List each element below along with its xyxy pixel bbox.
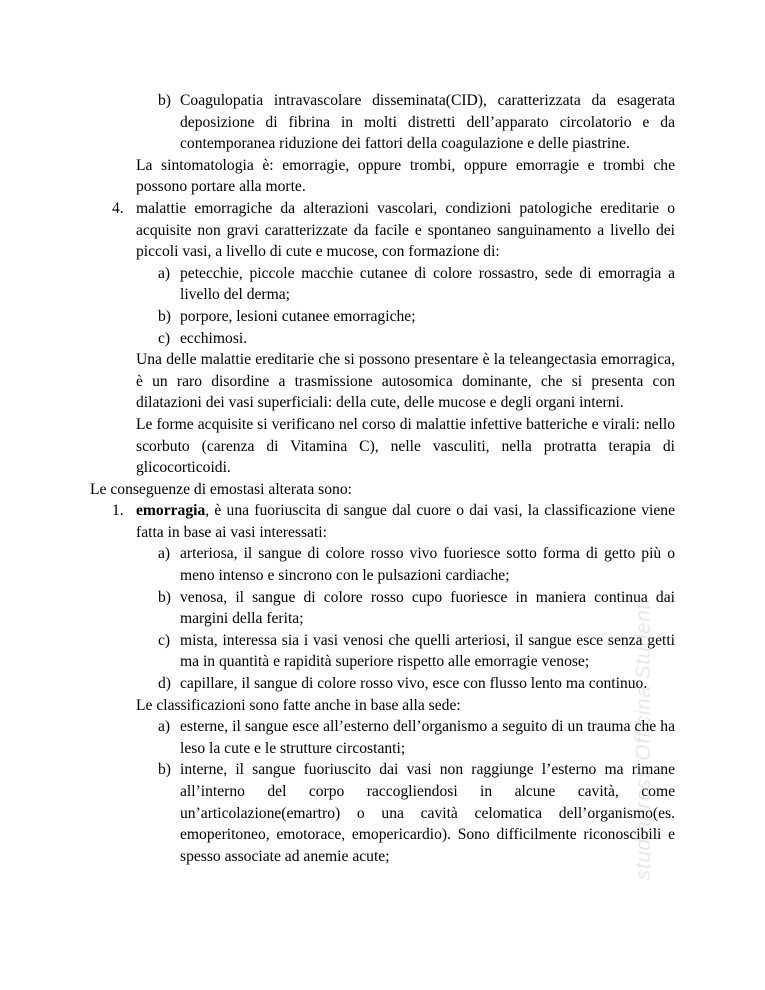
- list-item-text: capillare, il sangue di colore rosso vivo, esce con flusso lento ma continuo.: [180, 675, 648, 693]
- list-item-text: venosa, il sangue di colore rosso cupo fuoriesce in maniera continua dai margini della ferita;: [180, 588, 675, 628]
- list-item-porpore: [158, 306, 675, 328]
- list-marker: b): [158, 92, 171, 109]
- list-item-mista: [158, 630, 675, 673]
- paragraph-conseguenze: Le conseguenze di emostasi alterata sono:: [90, 480, 352, 498]
- list-item-text: petecchie, piccole macchie cutanee di colore rossastro, sede di emorragia a livello del derma;: [180, 264, 675, 304]
- list-item-text: arteriosa, il sangue di colore rosso vivo fuoriesce sotto forma di getto più o meno intenso e sincrono con le pulsazioni cardiache;: [180, 545, 675, 585]
- list-item-esterne: [158, 716, 675, 759]
- list-marker: a): [158, 545, 171, 563]
- list-marker: c): [158, 329, 171, 347]
- list-item-text: mista, interessa sia i vasi venosi che quelli arteriosi, il sangue esce senza getti ma in quantità e rapidità superiore rispetto alle emorragie venose;: [180, 631, 675, 671]
- emorragia-term: emorragia: [136, 502, 206, 520]
- numbered-item-1: [112, 500, 675, 543]
- list-marker: b): [158, 307, 171, 325]
- list-item-text: [136, 500, 675, 543]
- list-item-interne: [158, 759, 675, 867]
- watermark: studiapress Officina Studenti: [632, 598, 655, 880]
- list-item-text: esterne, il sangue esce all’esterno dell’organismo a seguito di un trauma che ha leso la cute e le strutture circostanti;: [180, 718, 675, 757]
- paragraph-sintomatologia: La sintomatologia è: emorragie, oppure trombi, oppure emorragie e trombi che possono portare alla morte.: [136, 156, 675, 196]
- list-marker: a): [158, 718, 171, 736]
- list-marker: d): [158, 675, 171, 693]
- list-item-petecchie: [158, 263, 675, 306]
- paragraph-classificazioni-sede: Le classificazioni sono fatte anche in base alla sede:: [136, 696, 461, 714]
- list-marker: b): [158, 761, 171, 779]
- paragraph-teleangectasia: Una delle malattie ereditarie che si possono presentare è la teleangectasia emorragica, è un raro disordine a trasmissione autosomica dominante, che si presenta con dilatazioni dei vasi superficiali: della cute, delle mucose e degli organi interni.: [136, 351, 675, 412]
- list-item-text: Coagulopatia intravascolare disseminata(CID), caratterizzata da esagerata deposizione di fibrina in molti distretti dell’apparato circolatorio e da contemporanea riduzione dei fattori della coagulazione e delle piastrine.: [180, 92, 675, 153]
- list-marker: b): [158, 588, 171, 606]
- list-item-text: porpore, lesioni cutanee emorragiche;: [180, 307, 416, 325]
- list-item-arteriosa: [158, 543, 675, 586]
- list-item-text: malattie emorragiche da alterazioni vascolari, condizioni patologiche ereditarie o acquisite non gravi caratterizzate da facile e spontaneo sanguinamento a livello dei piccoli vasi, a livello di cute e mucose, con formazione di:: [136, 199, 675, 261]
- list-item-capillare: [158, 673, 675, 695]
- list-marker: 1.: [112, 502, 124, 520]
- list-item-ecchimosi: [158, 328, 675, 350]
- list-marker: a): [158, 264, 171, 282]
- list-item-text: interne, il sangue fuoriuscito dai vasi non raggiunge l’esterno ma rimane all’interno del corpo raccogliendosi in alcune cavità, come un’articolazione(emartro) o una cavità celomatica dell’organismo(es. emoperitoneo, emotorace, emopericardio). Sono difficilmente riconoscibili e spesso associate ad anemie acute;: [180, 761, 675, 865]
- list-marker: 4.: [112, 199, 124, 217]
- list-item-venosa: [158, 587, 675, 630]
- list-item-text: ecchimosi.: [180, 329, 248, 347]
- emorragia-definition: , è una fuoriuscita di sangue dal cuore o dai vasi, la classificazione viene fatta in base ai vasi interessati:: [136, 502, 675, 541]
- numbered-item-4: [112, 198, 675, 263]
- paragraph-forme-acquisite: Le forme acquisite si verificano nel corso di malattie infettive batteriche e virali: nello scorbuto (carenza di Vitamina C), nelle vasculiti, nella protratta terapia di glicocorticoidi.: [136, 415, 675, 477]
- list-item-cid: [158, 90, 675, 155]
- list-marker: c): [158, 631, 171, 649]
